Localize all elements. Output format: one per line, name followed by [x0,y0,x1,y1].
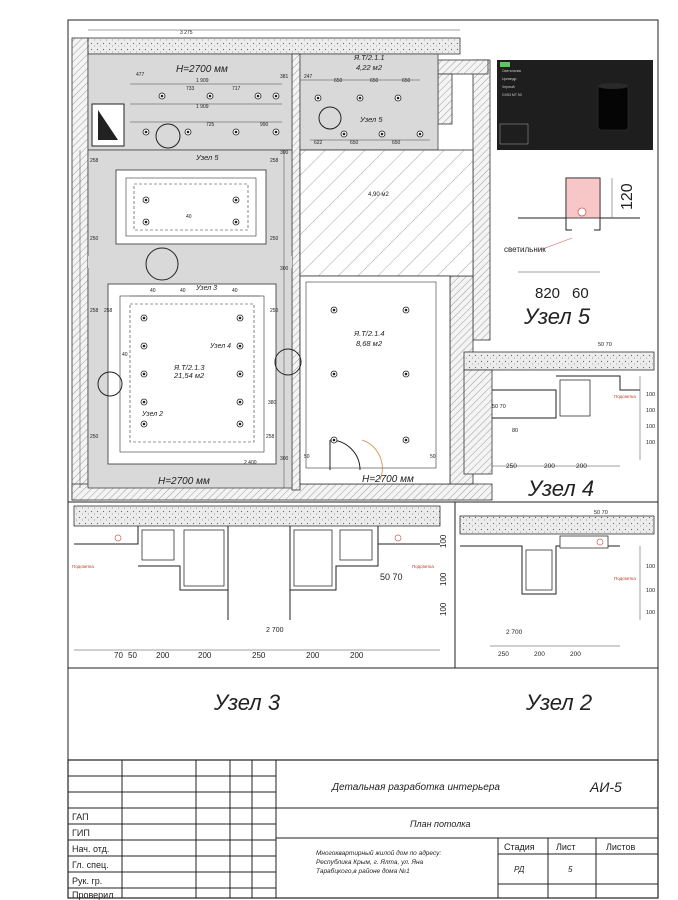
dim-side-0: 258 [90,158,99,164]
node2-label: Подсветка [614,576,636,581]
dim-top-13: 650 [392,140,401,146]
dim-inner-8: 300 [280,150,289,156]
room-1-area: 4,22 м2 [356,63,382,72]
plan-height-bottom-right: H=2700 мм [362,474,414,485]
sheet-name: План потолка [410,819,471,829]
product-caption-0: Светильник [502,69,522,73]
role-chief-spec: Гл. спец. [72,860,109,870]
downlight-cylinder-icon [598,86,628,130]
dim-inner-11: 2 400 [244,460,257,466]
node5-dim-vertical: 120 [619,183,636,210]
role-gap: ГАП [72,812,89,822]
dim-top-14: 381 [280,74,289,80]
node4-dim-v-1: 100 [646,408,656,414]
dim-inner-1: 40 [180,288,186,294]
address-line-2: Республика Крым, г. Ялта, ул. Яна [316,859,424,866]
dim-side-6: 250 [270,308,279,314]
dim-inner-0: 40 [150,288,156,294]
col-sheets: Листов [606,842,636,852]
plan-node-label-1: Узел 5 [196,153,219,162]
dim-top-5: 725 [206,122,215,128]
node-3-detail [72,506,448,715]
node-2-detail [460,510,655,715]
node4-label: Подсветка [614,394,636,399]
node2-dim-center: 2 700 [506,629,523,636]
dim-side-4: 258 [90,308,99,314]
node4-dim-left-0: 50 70 [492,404,506,410]
dim-top-15: 247 [304,74,313,80]
node3-dim-b-0: 70 [114,651,123,660]
plan-node-label-5: Узел 2 [142,411,164,418]
role-gip: ГИП [72,828,90,838]
node4-dim-left-1: 80 [512,428,519,434]
node-4-detail [464,342,655,501]
dim-top-1: 1 909 [196,78,209,84]
product-caption-1: Цилиндр [502,77,517,81]
node2-dim-b-2: 200 [570,651,581,658]
node4-dim-v-2: 100 [646,424,656,430]
node4-dim-v-0: 100 [646,392,656,398]
node4-dims-top: 50 70 [598,342,612,348]
node3-dim-b-4: 250 [252,651,266,660]
room-2-area: 21,54 м2 [174,371,205,380]
dim-top-6: 990 [260,122,269,128]
room-1-name: Я.Т/2.1.1 [354,53,385,62]
sheet-value: 5 [568,865,573,874]
role-head-dept: Нач. отд. [72,844,110,854]
dim-top-2: 733 [186,86,195,92]
dim-side-7: 258 [266,434,275,440]
project-code: АИ-5 [590,779,622,795]
dim-inner-7: 380 [268,400,277,406]
role-group-lead: Рук. гр. [72,876,103,886]
node4-dim-bottom-0: 250 [506,463,517,470]
col-sheet: Лист [556,842,576,852]
node5-dim-right: 60 [572,285,589,302]
node3-dim-v-0: 100 [439,534,448,548]
dim-top-3: 717 [232,86,241,92]
dim-side-3: 258 [270,158,279,164]
dim-inner-4: 40 [186,214,192,220]
dim-inner-10: 300 [280,456,289,462]
room-3-name: Я.Т/2.1.4 [354,329,385,338]
node3-dims-right: 50 70 [380,572,403,582]
product-image [497,60,653,150]
node2-dim-b-0: 250 [498,651,509,658]
node3-dim-b-2: 200 [156,651,170,660]
plan-height-top: H=2700 мм [176,64,228,75]
node3-dim-b-1: 50 [128,651,137,660]
node3-title: Узел 3 [214,690,281,715]
plan-height-bottom-left: H=2700 мм [158,476,210,487]
dim-side-5: 250 [90,434,99,440]
node4-dim-bottom-2: 200 [576,463,587,470]
hatched-area-label: 4,90 м2 [368,192,389,198]
node4-dim-bottom-1: 200 [544,463,555,470]
node2-dim-v-2: 100 [646,610,656,616]
address-line-1: Многоквартирный жилой дом по адресу: [316,850,442,857]
dim-side-8: 258 [104,308,113,314]
dim-side-2: 250 [270,236,279,242]
dim-top-11: 622 [314,140,323,146]
node3-dim-b-5: 200 [306,651,320,660]
node3-dim-b-3: 200 [198,651,212,660]
dim-top-0: 3 275 [180,30,193,36]
ceiling-plan [72,30,492,500]
dim-inner-6: 50 [430,454,436,460]
node2-dim-b-1: 200 [534,651,545,658]
dim-top-7: 477 [136,72,145,78]
plan-node-label-4: Узел 4 [210,343,232,350]
address-line-3: Тарабцкого,в районе дома №1 [316,868,410,875]
node2-dim-v-1: 100 [646,588,656,594]
dim-side-1: 250 [90,236,99,242]
node5-dim-left: 820 [535,285,561,302]
dim-inner-5: 50 [304,454,310,460]
node2-title: Узел 2 [526,690,593,715]
col-stage: Стадия [504,842,535,852]
node-5-detail [504,178,640,329]
stage-value: РД [514,865,525,874]
node3-dim-v-2: 100 [439,602,448,616]
dim-top-10: 650 [402,78,411,84]
node3-dim-b-6: 200 [350,651,364,660]
node4-dim-v-3: 100 [646,440,656,446]
product-caption-2: Черный [502,85,515,89]
node5-label: светильник [504,245,546,254]
node5-title: Узел 5 [524,304,591,329]
room-3-area: 8,68 м2 [356,339,382,348]
plan-node-label-3: Узел 3 [196,285,218,292]
node4-title: Узел 4 [528,476,595,501]
node2-dim-v-0: 100 [646,564,656,570]
dim-inner-3: 40 [122,352,128,358]
node3-dim-center: 2 700 [266,627,284,634]
dim-inner-9: 300 [280,266,289,272]
dim-inner-2: 40 [232,288,238,294]
room-2-name: Я.Т/2.1.3 [174,363,205,372]
product-caption-3: GX53 MT 50 [502,93,522,97]
dim-top-8: 650 [334,78,343,84]
node3-label-left: Подсветка [72,564,94,569]
node3-label-right: Подсветка [412,564,434,569]
node2-dims-top: 50 70 [594,510,608,516]
project-title: Детальная разработка интерьера [332,782,500,793]
role-checked: Проверил [72,890,114,900]
dim-top-4: 1 909 [196,104,209,110]
plan-node-label-2: Узел 5 [360,115,383,124]
node3-dim-v-1: 100 [439,572,448,586]
dim-top-9: 650 [370,78,379,84]
title-block [68,760,658,900]
dim-top-12: 650 [350,140,359,146]
